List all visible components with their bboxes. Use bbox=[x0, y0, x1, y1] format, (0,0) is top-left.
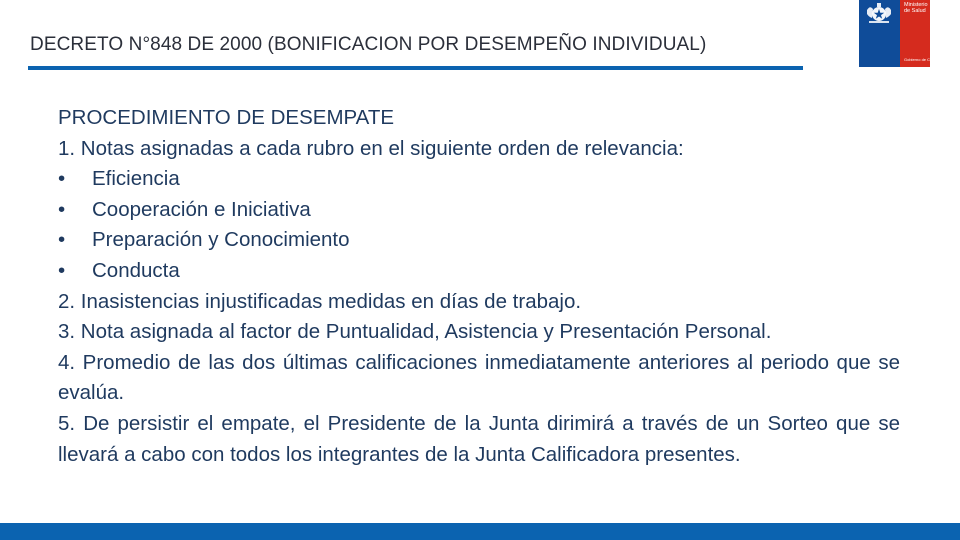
bullet-item bbox=[58, 164, 900, 195]
item-1: 1. Notas asignadas a cada rubro en el siguiente orden de relevancia: bbox=[58, 136, 684, 160]
bullet-item bbox=[58, 256, 900, 287]
item-4: 4. Promedio de las dos últimas calificaciones inmediatamente anteriores al periodo que se evalúa. bbox=[58, 350, 900, 405]
bullet-text: Conducta bbox=[92, 258, 180, 282]
bullet-text: Preparación y Conocimiento bbox=[92, 228, 350, 252]
document-body bbox=[58, 103, 900, 470]
ministry-name: Ministerio de Salud bbox=[904, 2, 928, 14]
coat-of-arms-icon bbox=[863, 2, 895, 24]
title-underline bbox=[28, 66, 803, 70]
ministry-logo bbox=[859, 0, 937, 67]
bullet-item bbox=[58, 195, 900, 226]
item-2: 2. Inasistencias injustificadas medidas en días de trabajo. bbox=[58, 289, 582, 313]
government-name: Gobierno de Chile bbox=[904, 57, 937, 62]
bullet-symbol: • bbox=[58, 228, 66, 252]
section-heading: PROCEDIMIENTO DE DESEMPATE bbox=[58, 106, 395, 129]
item-5: 5. De persistir el empate, el Presidente de la Junta dirimirá a través de un Sorteo que se llevará a cabo con todos los integrantes de la Junta Calificadora presentes. bbox=[58, 411, 900, 466]
bullet-symbol: • bbox=[58, 258, 66, 282]
bullet-text: Cooperación e Iniciativa bbox=[92, 197, 311, 221]
item-3: 3. Nota asignada al factor de Puntualidad, Asistencia y Presentación Personal. bbox=[58, 320, 772, 344]
logo-blue-panel bbox=[859, 0, 900, 67]
page-title: DECRETO N°848 DE 2000 (BONIFICACION POR DESEMPEÑO INDIVIDUAL) bbox=[30, 34, 707, 55]
bullet-symbol: • bbox=[58, 197, 66, 221]
bullet-symbol: • bbox=[58, 167, 66, 191]
bullet-item bbox=[58, 225, 900, 256]
bullet-text: Eficiencia bbox=[92, 167, 180, 191]
footer-bar bbox=[0, 523, 960, 540]
